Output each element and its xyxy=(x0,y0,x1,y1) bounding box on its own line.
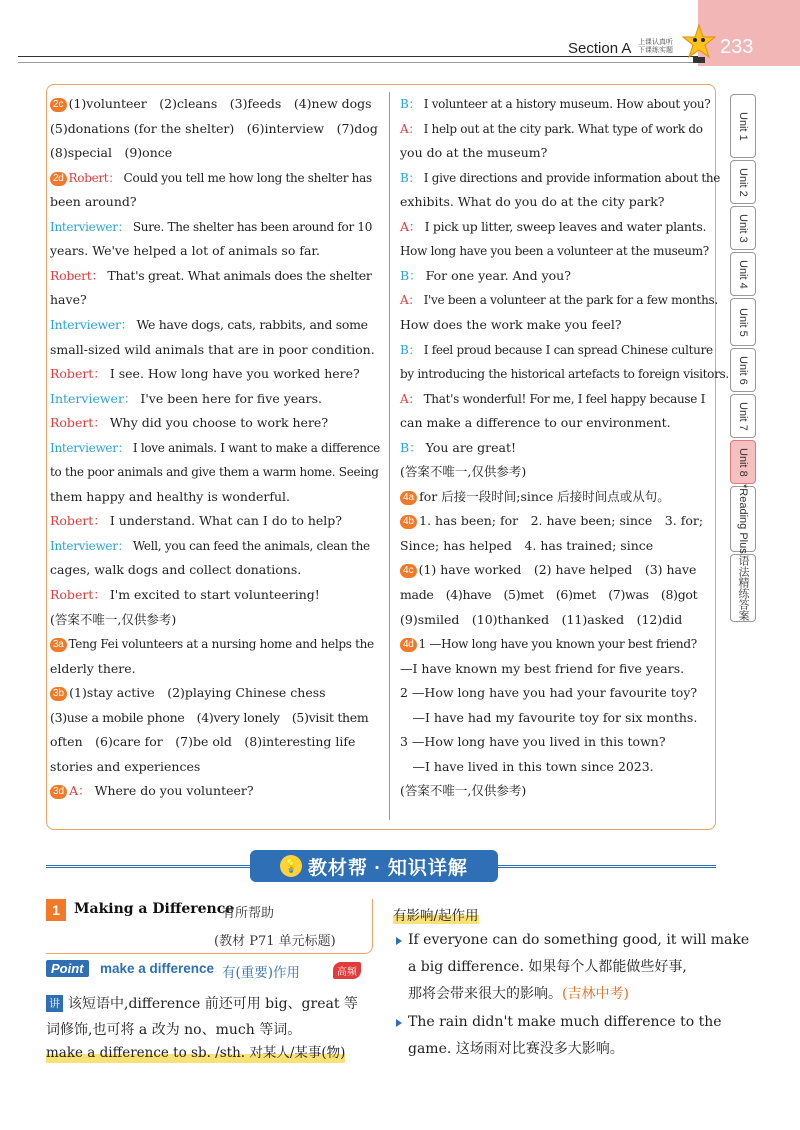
answer-line xyxy=(400,513,703,529)
answer-text: Why did you choose to work here? xyxy=(105,415,329,431)
side-tab-7[interactable] xyxy=(730,394,756,438)
answer-line xyxy=(400,612,682,628)
answer-line xyxy=(50,489,290,505)
answer-text: I help out at the city park. What type of work do xyxy=(420,121,703,136)
speaker-label: B： xyxy=(400,267,422,283)
side-tab-9[interactable] xyxy=(730,486,756,552)
example-1-line-3 xyxy=(408,984,629,1004)
example-2-line-2: game. 这场雨对比赛没多大影响。 xyxy=(408,1041,624,1057)
answer-text: Where do you volunteer? xyxy=(90,783,254,799)
answer-line xyxy=(50,562,301,578)
answer-text: (9)smiled (10)thanked (11)asked (12)did xyxy=(400,611,683,627)
exercise-tag: 4a xyxy=(400,491,417,505)
answer-text: I'm excited to start volunteering! xyxy=(105,587,320,602)
lightbulb-icon: 💡 xyxy=(280,855,302,877)
exercise-tag: 3b xyxy=(50,687,67,701)
speaker-label: B： xyxy=(400,170,421,185)
example-1-line-2: a big difference. 如果每个人都能做些好事, xyxy=(408,959,687,975)
exercise-tag: 2d xyxy=(50,172,67,186)
knowledge-point-title: Making a Difference xyxy=(74,901,235,917)
answer-text: 1 —How long have you known your best friend? xyxy=(418,637,697,652)
answer-text: You are great! xyxy=(421,439,517,455)
answer-text: years. We've helped a lot of animals so far. xyxy=(50,243,320,259)
answer-text: Could you tell me how long the shelter has xyxy=(120,170,372,185)
banner-rule-right xyxy=(498,865,716,868)
header-note-line2: 下课练实题 xyxy=(638,47,673,54)
star-mascot-icon xyxy=(682,24,716,64)
answer-text: Since; has helped 4. has trained; since xyxy=(400,537,654,553)
answer-line xyxy=(50,121,378,137)
point-meaning: 有(重要)作用 xyxy=(222,965,301,981)
speaker-label: B： xyxy=(400,439,422,455)
answer-line xyxy=(400,783,526,799)
answer-line xyxy=(400,489,670,505)
answer-text: (答案不唯一,仅供参考) xyxy=(400,783,527,799)
speaker-label: Interviewer： xyxy=(50,316,133,332)
answer-line xyxy=(50,145,172,161)
answer-line xyxy=(400,415,671,431)
answer-line xyxy=(400,96,710,112)
answer-text: Teng Fei volunteers at a nursing home and helps the xyxy=(68,637,374,652)
answer-line xyxy=(400,636,697,652)
answer-line xyxy=(50,464,379,480)
explain-line-2: 词修饰,也可将 a 改为 no、much 等词。 xyxy=(46,1022,302,1038)
answer-line xyxy=(400,170,720,186)
answer-text: small-sized wild animals that are in poor condition. xyxy=(50,341,375,357)
speaker-label: A： xyxy=(400,293,421,308)
speaker-label: Robert： xyxy=(50,267,104,283)
answer-text: stories and experiences xyxy=(50,758,201,774)
answer-line xyxy=(50,415,328,431)
answer-text: 1. has been; for 2. have been; since 3. for; xyxy=(419,513,704,529)
answer-text: —I have known my best friend for five years. xyxy=(400,660,685,676)
header-note xyxy=(638,39,678,55)
answer-text: have? xyxy=(50,292,87,308)
exercise-tag: 4c xyxy=(400,564,417,578)
answer-line xyxy=(50,96,372,112)
answer-text: (3)use a mobile phone (4)very lonely (5)visit them xyxy=(50,709,369,725)
answer-text: (答案不唯一,仅供参考) xyxy=(50,611,177,627)
answer-line xyxy=(50,513,342,529)
answer-line xyxy=(50,661,136,677)
answer-text: elderly there. xyxy=(50,660,136,676)
exercise-tag: 2c xyxy=(50,98,67,112)
answer-line xyxy=(400,685,697,701)
usage-pattern: make a difference to sb. /sth. 对某人/某事(物) xyxy=(46,1045,346,1061)
side-tab-label: 语法精练答案 xyxy=(737,555,749,621)
answer-text: For one year. And you? xyxy=(421,267,571,283)
answer-text: Sure. The shelter has been around for 10 xyxy=(129,219,373,234)
answer-text: That's wonderful! For me, I feel happy because I xyxy=(420,391,706,406)
answer-line xyxy=(50,587,320,603)
answer-text: We have dogs, cats, rabbits, and some xyxy=(132,316,368,332)
answer-text: (答案不唯一,仅供参考) xyxy=(400,464,527,480)
speaker-label: Interviewer： xyxy=(50,538,130,553)
side-tab-1[interactable] xyxy=(730,94,756,158)
side-tab-label: Unit 7 xyxy=(737,401,749,431)
answer-text: —I have had my favourite toy for six months. xyxy=(400,709,698,725)
side-tab-label: Unit 8 xyxy=(737,447,749,477)
header-note-line1: 上课认真听 xyxy=(638,39,673,46)
answer-line xyxy=(50,391,322,407)
answer-text: I see. How long have you worked here? xyxy=(105,366,360,382)
answer-text: —I have lived in this town since 2023. xyxy=(400,758,654,774)
answer-text: exhibits. What do you do at the city park? xyxy=(400,194,665,210)
page-number: 233 xyxy=(720,36,754,58)
example-2-line-1: The rain didn't make much difference to the xyxy=(408,1014,722,1030)
banner-rule-left xyxy=(46,865,251,868)
answer-text: for 后接一段时间;since 后接时间点或从句。 xyxy=(419,488,670,504)
high-frequency-badge: 高频 xyxy=(333,962,361,979)
answer-line xyxy=(400,661,684,677)
exercise-tag: 4d xyxy=(400,638,417,652)
side-tab-6[interactable] xyxy=(730,348,756,392)
answer-line xyxy=(50,759,200,775)
speaker-label: B： xyxy=(400,342,421,357)
answer-line xyxy=(400,759,654,775)
answer-text: (1)stay active (2)playing Chinese chess xyxy=(69,685,326,701)
header-rule-secondary xyxy=(18,62,718,63)
side-tab-label: Unit 1 xyxy=(737,111,749,141)
answer-line xyxy=(50,734,355,750)
answer-text: can make a difference to our environment. xyxy=(400,415,671,431)
side-tab-label: Unit 3 xyxy=(737,213,749,243)
side-tab-label: Unit 4 xyxy=(737,259,749,289)
answer-line xyxy=(50,612,176,628)
answer-line xyxy=(50,440,380,456)
answer-text: I've been here for five years. xyxy=(136,390,322,406)
answer-line xyxy=(400,145,547,161)
example-1-source: (吉林中考) xyxy=(562,986,629,1002)
bullet-icon xyxy=(396,937,402,945)
answer-text: I pick up litter, sweep leaves and water plants. xyxy=(420,218,707,234)
answer-line xyxy=(400,562,696,578)
answer-line xyxy=(400,710,697,726)
answer-line xyxy=(400,219,706,235)
answer-line xyxy=(400,243,709,259)
answer-line xyxy=(50,170,372,186)
answer-line xyxy=(400,292,718,308)
point-phrase: make a difference xyxy=(100,961,215,976)
answer-text: 2 —How long have you had your favourite toy? xyxy=(400,685,698,701)
answer-text: cages, walk dogs and collect donations. xyxy=(50,562,302,578)
banner-title: 教材帮 · 知识详解 xyxy=(308,857,468,879)
answer-line xyxy=(400,342,713,358)
speaker-label: Robert： xyxy=(50,587,106,602)
answer-line xyxy=(50,710,368,726)
answer-text: (5)donations (for the shelter) (6)interview (7)dog xyxy=(50,120,378,136)
speaker-label: A： xyxy=(400,218,421,234)
side-tab-4[interactable] xyxy=(730,252,756,296)
side-tab-8[interactable] xyxy=(730,440,756,484)
speaker-label: B： xyxy=(400,97,421,111)
answer-text: (1) have worked (2) have helped (3) have xyxy=(418,562,697,578)
answer-line xyxy=(50,685,326,701)
side-tab-5[interactable] xyxy=(730,298,756,346)
side-tab-label: Unit 6 xyxy=(737,355,749,385)
exercise-tag: 3a xyxy=(50,638,67,652)
answer-text: been around? xyxy=(50,194,137,210)
answer-line xyxy=(50,292,87,308)
side-tab-3[interactable] xyxy=(730,206,756,250)
answer-text: by introducing the historical artefacts to foreign visitors. xyxy=(400,367,729,382)
answer-text: Well, you can feed the animals, clean the xyxy=(129,538,370,553)
answer-line xyxy=(400,194,665,210)
answer-line xyxy=(50,219,372,235)
speaker-label: Interviewer： xyxy=(50,440,130,455)
answer-line xyxy=(50,243,320,259)
bullet-icon xyxy=(396,1019,402,1027)
speaker-label: Robert： xyxy=(50,513,106,529)
example-1-line-1: If everyone can do something good, it will make xyxy=(408,932,750,948)
pattern-meaning-continued: 有影响/起作用 xyxy=(393,904,479,924)
answer-text: I give directions and provide information about the xyxy=(420,170,721,185)
answer-line xyxy=(400,121,703,137)
answer-text: (8)special (9)once xyxy=(50,145,173,161)
answer-text: made (4)have (5)met (6)met (7)was (8)got xyxy=(400,587,698,602)
example-1-text: 那将会带来很大的影响。 xyxy=(408,986,562,1002)
knowledge-point-source: (教材 P71 单元标题) xyxy=(214,934,336,949)
answer-line xyxy=(400,391,705,407)
answer-line xyxy=(50,342,375,358)
answer-text: How does the work make you feel? xyxy=(400,316,622,332)
section-label: Section A xyxy=(568,40,632,57)
answer-line xyxy=(400,538,653,554)
answer-line xyxy=(400,366,729,382)
exercise-tag: 3d xyxy=(50,785,67,799)
answer-text: 3 —How long have you lived in this town? xyxy=(400,734,666,750)
answer-text: I understand. What can I do to help? xyxy=(105,513,343,529)
exercise-tag: 4b xyxy=(400,515,417,529)
answer-text: I feel proud because I can spread Chinese culture xyxy=(420,342,713,357)
speaker-label: A： xyxy=(400,121,421,136)
knowledge-point-number: 1 xyxy=(46,899,66,921)
answer-line xyxy=(50,194,137,210)
point-badge: Point xyxy=(46,960,89,977)
side-tab-label: *Reading Plus xyxy=(737,484,749,554)
answer-line xyxy=(400,734,666,750)
answer-text: (1)volunteer (2)cleans (3)feeds (4)new dogs xyxy=(68,96,372,111)
column-divider xyxy=(389,92,390,820)
speaker-label: A： xyxy=(400,391,421,406)
speaker-label: Interviewer： xyxy=(50,390,137,406)
answer-line xyxy=(400,464,526,480)
answer-text: How long have you been a volunteer at the museum? xyxy=(400,244,709,259)
answer-line xyxy=(50,268,372,284)
answer-text: them happy and healthy is wonderful. xyxy=(50,488,291,504)
speaker-label: Robert： xyxy=(50,415,106,431)
answer-text: That's great. What animals does the shelter xyxy=(103,267,372,283)
knowledge-point-title-cn: 有所帮助 xyxy=(222,906,275,921)
answer-line xyxy=(50,538,370,554)
answer-line xyxy=(50,366,360,382)
side-tab-label: Unit 5 xyxy=(737,307,749,337)
answer-line xyxy=(400,587,697,603)
explain-line-1: 该短语中,difference 前还可用 big、great 等 xyxy=(68,996,358,1012)
side-tab-label: Unit 2 xyxy=(737,167,749,197)
explain-icon: 讲 xyxy=(46,995,63,1012)
answer-text: you do at the museum? xyxy=(400,145,548,161)
answer-text: often (6)care for (7)be old (8)interesting life xyxy=(50,734,356,750)
section-banner xyxy=(250,850,498,882)
answer-text: I've been a volunteer at the park for a few months. xyxy=(420,293,718,308)
answer-line xyxy=(400,440,516,456)
answer-line xyxy=(50,317,368,333)
answer-text: I love animals. I want to make a difference xyxy=(129,440,380,455)
answer-line xyxy=(400,268,571,284)
speaker-label: Robert： xyxy=(50,366,106,382)
speaker-label: Robert： xyxy=(68,170,121,185)
answer-line xyxy=(400,317,622,333)
answer-line xyxy=(50,783,254,799)
speaker-label: A： xyxy=(69,783,91,799)
side-tab-10[interactable] xyxy=(730,554,756,622)
side-tab-2[interactable] xyxy=(730,160,756,204)
speaker-label: Interviewer： xyxy=(50,219,130,234)
answer-text: to the poor animals and give them a warm home. Seeing xyxy=(50,465,379,480)
answer-text: I volunteer at a history museum. How about you? xyxy=(420,97,711,111)
answer-line xyxy=(50,636,374,652)
